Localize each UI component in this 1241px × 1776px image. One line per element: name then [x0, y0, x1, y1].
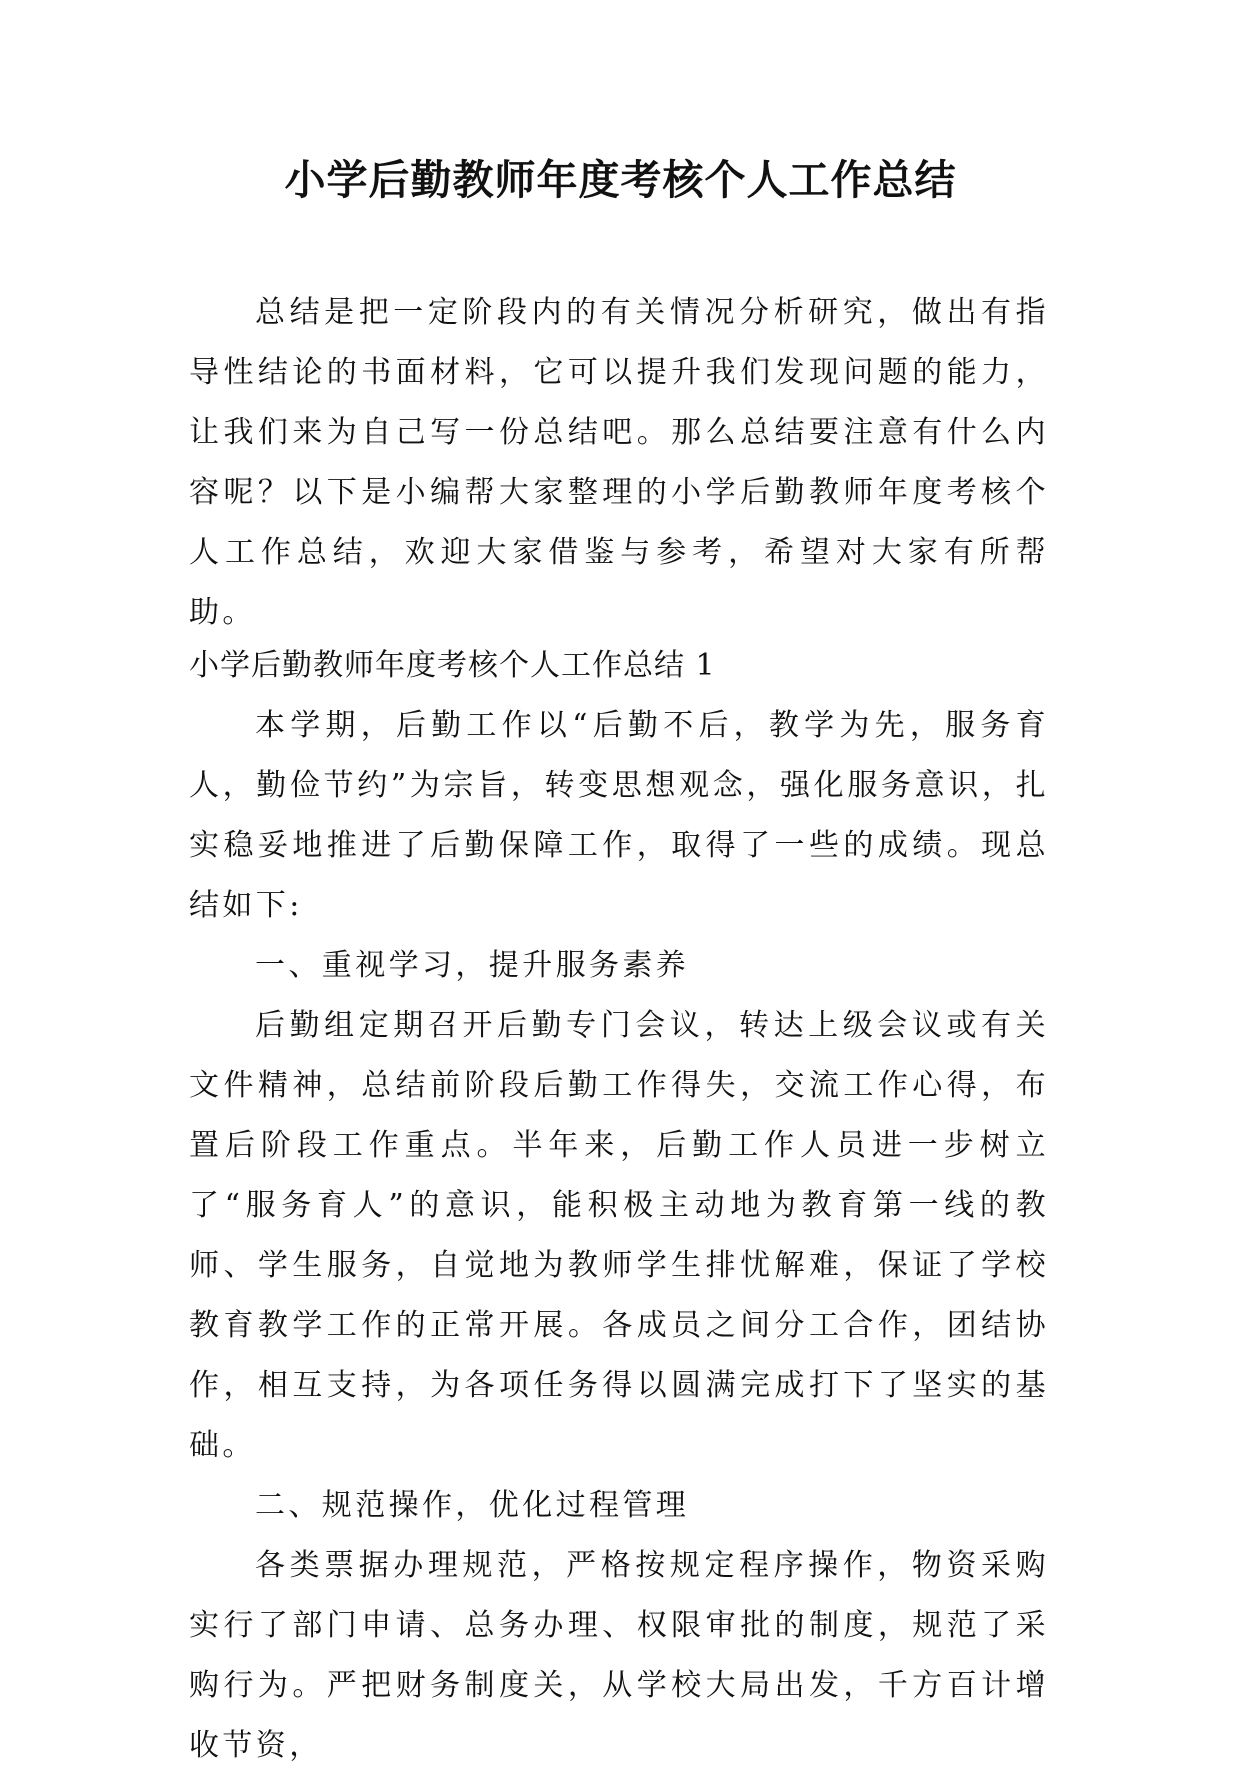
body-paragraph: 本学期，后勤工作以“后勤不后，教学为先，服务育人，勤俭节约”为宗旨，转变思想观念，强化服务意识，扎实稳妥地推进了后勤保障工作，取得了一些的成绩。现总结如下: — [189, 708, 1049, 923]
section-content — [189, 696, 1049, 1776]
body-paragraph: 各类票据办理规范，严格按规定程序操作，物资采购实行了部门申请、总务办理、权限审批的制度，规范了采购行为。严把财务制度关，从学校大局出发，千方百计增收节资， — [189, 1548, 1049, 1763]
section-heading: 小学后勤教师年度考核个人工作总结 1 — [189, 648, 716, 683]
intro-paragraph: 总结是把一定阶段内的有关情况分析研究，做出有指导性结论的书面材料，它可以提升我们发现问题的能力，让我们来为自己写一份总结吧。那么总结要注意有什么内容呢？以下是小编帮大家整理的小学后勤教师年度考核个人工作总结，欢迎大家借鉴与参考，希望对大家有所帮助。 — [189, 295, 1049, 630]
document-title: 小学后勤教师年度考核个人工作总结 — [284, 156, 957, 204]
subheading: 一、重视学习，提升服务素养 — [255, 948, 690, 983]
body-paragraph: 后勤组定期召开后勤专门会议，转达上级会议或有关文件精神，总结前阶段后勤工作得失，交流工作心得，布置后阶段工作重点。半年来，后勤工作人员进一步树立了“服务育人”的意识，能积极主动地为教育第一线的教师、学生服务，自觉地为教师学生排忧解难，保证了学校教育教学工作的正常开展。各成员之间分工合作，团结协作，相互支持，为各项任务得以圆满完成打下了坚实的基础。 — [189, 1008, 1049, 1463]
subheading: 二、规范操作，优化过程管理 — [255, 1488, 690, 1523]
